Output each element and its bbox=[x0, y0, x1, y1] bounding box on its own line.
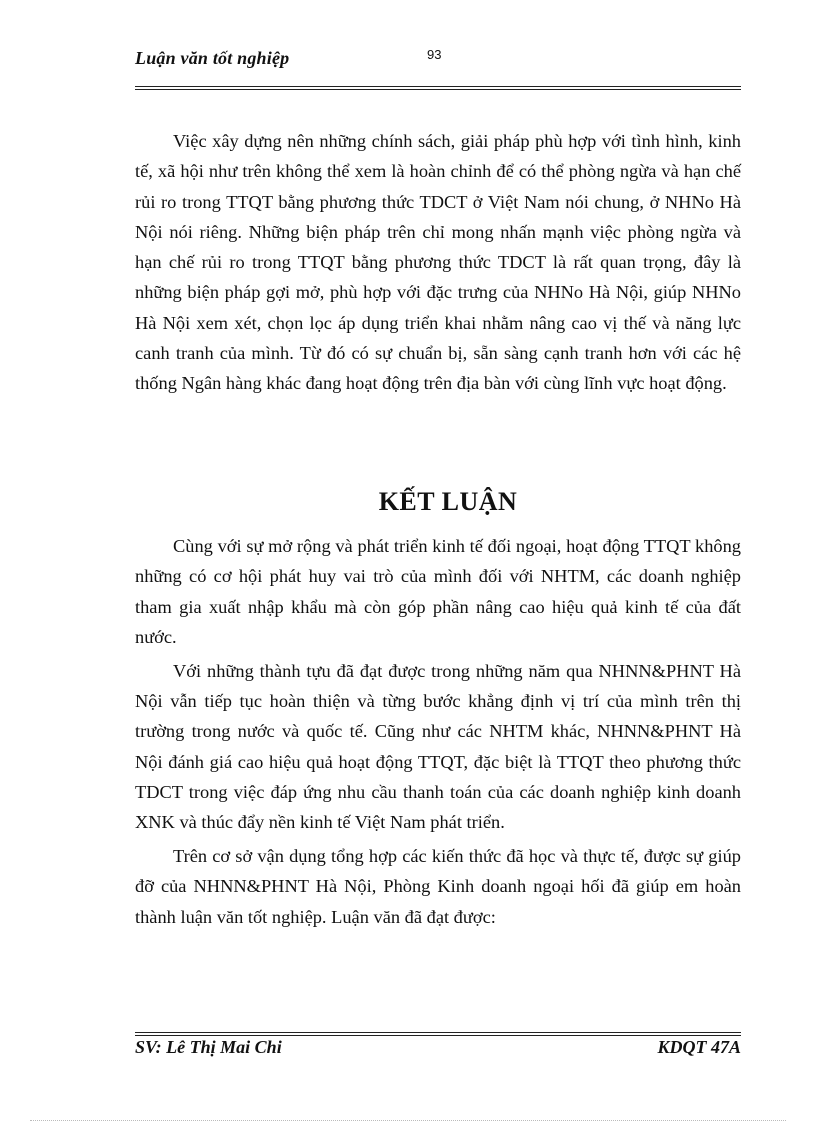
paragraph-4: Trên cơ sở vận dụng tổng hợp các kiến thức đã học và thực tế, được sự giúp đỡ của NHNN&PHNT Hà Nội, Phòng Kinh doanh ngoại hối đã giúp em hoàn thành luận văn tốt nghiệp. Luận văn đã đạt được: bbox=[135, 845, 741, 927]
header-divider bbox=[135, 86, 741, 90]
body-section-2 bbox=[135, 531, 741, 935]
paragraph-1: Việc xây dựng nên những chính sách, giải pháp phù hợp với tình hình, kinh tế, xã hội như trên không thể xem là hoàn chỉnh để có thể phòng ngừa và hạn chế rủi ro trong TTQT bằng phương thức TDCT ở Việt Nam nói chung, ở NHNo Hà Nội nói riêng. Những biện pháp trên chỉ mong nhấn mạnh việc phòng ngừa và hạn chế rủi ro trong TTQT bằng phương thức TDCT là rất quan trọng, đây là những biện pháp gợi mở, phù hợp với đặc trưng của NHNo Hà Nội, giúp NHNo Hà Nội xem xét, chọn lọc áp dụng triển khai nhằm nâng cao vị thế và năng lực canh tranh của mình. Từ đó có sự chuẩn bị, sẵn sàng cạnh tranh hơn với các hệ thống Ngân hàng khác đang hoạt động trên địa bàn với cùng lĩnh vực hoạt động. bbox=[135, 131, 741, 394]
page-number: 93 bbox=[427, 47, 442, 62]
page-bottom-border bbox=[30, 1120, 786, 1121]
paragraph-2: Cùng với sự mở rộng và phát triển kinh tế đối ngoại, hoạt động TTQT không những có cơ hội phát huy vai trò của mình đối với NHTM, các doanh nghiệp tham gia xuất nhập khẩu mà còn góp phần nâng cao hiệu quả kinh tế của đất nước. bbox=[135, 536, 741, 647]
footer-divider bbox=[135, 1032, 741, 1036]
paragraph-3: Với những thành tựu đã đạt được trong những năm qua NHNN&PHNT Hà Nội vẫn tiếp tục hoàn thiện và từng bước khẳng định vị trí của mình trên thị trường trong nước và quốc tế. Cũng như các NHTM khác, NHNN&PHNT Hà Nội đánh giá cao hiệu quả hoạt động TTQT, đặc biệt là TTQT theo phương thức TDCT trong việc đáp ứng nhu cầu thanh toán của các doanh nghiệp kinh doanh XNK và thúc đẩy nền kinh tế Việt Nam phát triển. bbox=[135, 660, 741, 833]
header-title: Luận văn tốt nghiệp bbox=[135, 48, 290, 68]
footer-student-name: SV: Lê Thị Mai Chi bbox=[135, 1037, 282, 1057]
footer-class-code: KDQT 47A bbox=[657, 1037, 741, 1057]
section-heading: KẾT LUẬN bbox=[378, 487, 518, 516]
body-section-1 bbox=[135, 126, 741, 399]
